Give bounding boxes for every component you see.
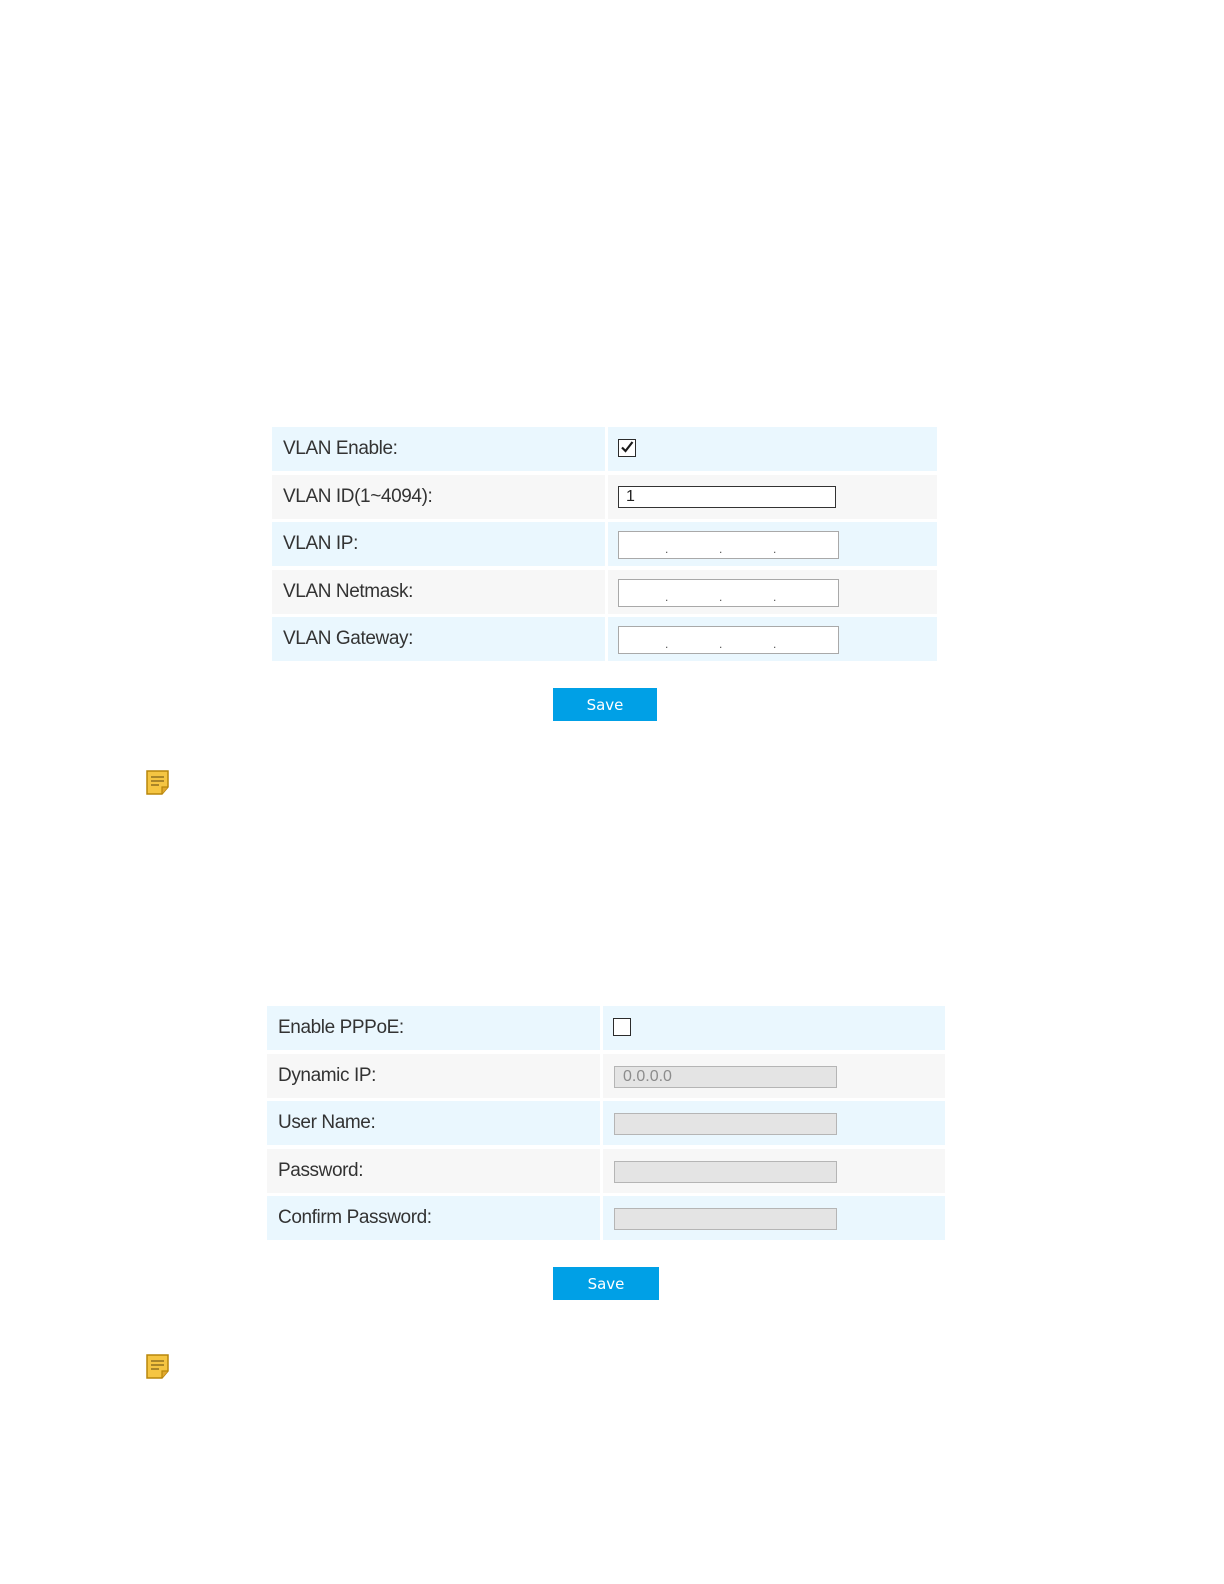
vlan-enable-label: VLAN Enable: — [272, 427, 605, 471]
pppoe-enable-label: Enable PPPoE: — [267, 1006, 600, 1050]
vlan-netmask-input[interactable] — [618, 579, 839, 607]
pppoe-save-button[interactable]: Save — [553, 1267, 659, 1300]
vlan-settings-panel — [272, 427, 937, 665]
ip-separator: . — [773, 589, 777, 604]
user-name-label: User Name: — [267, 1101, 600, 1145]
vlan-netmask-label: VLAN Netmask: — [272, 570, 605, 614]
dynamic-ip-label: Dynamic IP: — [267, 1054, 600, 1098]
vlan-id-input[interactable] — [618, 486, 836, 508]
vlan-netmask-row — [272, 570, 937, 614]
user-name-input[interactable] — [614, 1113, 837, 1135]
vlan-gateway-input[interactable] — [618, 626, 839, 654]
note-icon — [145, 1353, 171, 1380]
pppoe-settings-panel — [267, 1006, 945, 1244]
vlan-ip-input[interactable] — [618, 531, 839, 559]
note-icon — [145, 769, 171, 796]
pppoe-enable-row — [267, 1006, 945, 1050]
checkmark-icon — [620, 440, 634, 454]
ip-separator: . — [665, 637, 669, 651]
ip-separator: . — [665, 542, 669, 556]
user-name-row — [267, 1101, 945, 1145]
dynamic-ip-field — [614, 1066, 837, 1088]
vlan-id-row — [272, 475, 937, 519]
ip-separator: . — [719, 637, 723, 651]
vlan-id-label: VLAN ID(1~4094): — [272, 475, 605, 519]
ip-separator: . — [773, 542, 777, 556]
ip-separator: . — [665, 589, 669, 604]
ip-separator: . — [719, 589, 723, 604]
confirm-password-row — [267, 1196, 945, 1240]
confirm-password-input[interactable] — [614, 1208, 837, 1230]
password-input[interactable] — [614, 1161, 837, 1183]
vlan-enable-row — [272, 427, 937, 471]
vlan-ip-row — [272, 522, 937, 566]
vlan-save-button[interactable]: Save — [553, 688, 657, 721]
vlan-enable-checkbox[interactable] — [618, 439, 636, 457]
dynamic-ip-row — [267, 1054, 945, 1098]
confirm-password-label: Confirm Password: — [267, 1196, 600, 1240]
ip-separator: . — [719, 542, 723, 556]
vlan-gateway-row — [272, 617, 937, 661]
password-label: Password: — [267, 1149, 600, 1193]
vlan-ip-label: VLAN IP: — [272, 522, 605, 566]
vlan-gateway-label: VLAN Gateway: — [272, 617, 605, 661]
pppoe-enable-checkbox[interactable] — [613, 1018, 631, 1036]
password-row — [267, 1149, 945, 1193]
ip-separator: . — [773, 637, 777, 651]
